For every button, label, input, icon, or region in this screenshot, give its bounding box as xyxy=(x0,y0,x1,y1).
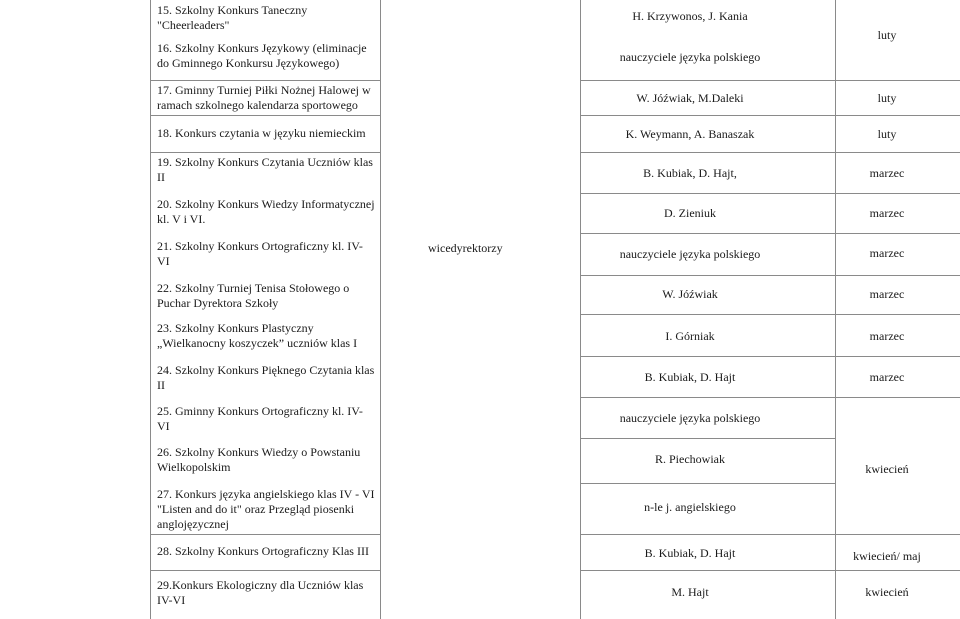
date-cell: luty xyxy=(877,127,897,141)
row-divider xyxy=(580,534,960,535)
date-cell: marzec xyxy=(869,166,905,180)
date-cell: luty xyxy=(877,91,897,105)
event-cell: 19. Szkolny Konkurs Czytania Uczniów klas II xyxy=(157,155,373,184)
row-divider xyxy=(580,275,960,276)
event-cell: 21. Szkolny Konkurs Ortograficzny kl. IV-VI xyxy=(157,239,363,268)
person-cell: M. Hajt xyxy=(671,585,709,599)
event-cell: 27. Konkurs języka angielskiego klas IV - VI "Listen and do it" oraz Przegląd piosenki anglojęzycznej xyxy=(157,487,375,531)
row-divider xyxy=(580,80,960,81)
person-cell: nauczyciele języka polskiego xyxy=(619,247,761,261)
person-cell: n-le j. angielskiego xyxy=(644,500,736,514)
event-cell: 22. Szkolny Turniej Tenisa Stołowego o Puchar Dyrektora Szkoły xyxy=(157,281,350,310)
row-divider xyxy=(580,438,835,439)
person-cell: D. Zieniuk xyxy=(664,206,716,220)
event-cell: 16. Szkolny Konkurs Językowy (eliminacje do Gminnego Konkursu Językowego) xyxy=(157,41,367,70)
event-cell: 17. Gminny Turniej Piłki Nożnej Halowej w ramach szkolnego kalendarza sportowego xyxy=(157,83,371,112)
date-cell: marzec xyxy=(869,206,905,220)
person-cell: K. Weymann, A. Banaszak xyxy=(625,127,755,141)
person-cell: B. Kubiak, D. Hajt, xyxy=(643,166,737,180)
row-divider xyxy=(150,115,380,116)
responsible-group-cell: wicedyrektorzy xyxy=(428,241,503,255)
person-cell: nauczyciele języka polskiego xyxy=(619,411,761,425)
person-cell: H. Krzywonos, J. Kania xyxy=(632,9,748,23)
row-divider xyxy=(580,193,960,194)
date-cell: marzec xyxy=(869,329,905,343)
event-cell: 29.Konkurs Ekologiczny dla Uczniów klas IV-VI xyxy=(157,578,364,607)
date-cell: marzec xyxy=(869,370,905,384)
column-divider xyxy=(580,0,581,619)
column-divider xyxy=(380,0,381,619)
row-divider xyxy=(580,397,960,398)
date-cell: marzec xyxy=(869,287,905,301)
event-cell: 25. Gminny Konkurs Ortograficzny kl. IV-VI xyxy=(157,404,363,433)
event-cell: 20. Szkolny Konkurs Wiedzy Informatycznej kl. V i VI. xyxy=(157,197,375,226)
event-cell: 26. Szkolny Konkurs Wiedzy o Powstaniu Wielkopolskim xyxy=(157,445,361,474)
person-cell: W. Jóźwiak, M.Daleki xyxy=(636,91,744,105)
row-divider xyxy=(150,80,380,81)
person-cell: W. Jóźwiak xyxy=(662,287,718,301)
date-cell: luty xyxy=(877,28,897,42)
row-divider xyxy=(150,570,380,571)
event-cell: 24. Szkolny Konkurs Pięknego Czytania klas II xyxy=(157,363,375,392)
row-divider xyxy=(580,483,835,484)
row-divider xyxy=(150,152,380,153)
person-cell: nauczyciele języka polskiego xyxy=(619,50,761,64)
date-cell: kwiecień xyxy=(865,585,909,599)
row-divider xyxy=(150,534,380,535)
row-divider xyxy=(580,233,960,234)
person-cell: I. Górniak xyxy=(665,329,715,343)
date-cell: kwiecień/ maj xyxy=(853,549,921,563)
date-cell: marzec xyxy=(869,246,905,260)
row-divider xyxy=(580,570,960,571)
person-cell: B. Kubiak, D. Hajt xyxy=(644,370,736,384)
person-cell: R. Piechowiak xyxy=(655,452,725,466)
date-cell: kwiecień xyxy=(865,462,909,476)
column-divider xyxy=(150,0,151,619)
event-cell: 28. Szkolny Konkurs Ortograficzny Klas III xyxy=(157,544,369,558)
event-cell: 15. Szkolny Konkurs Taneczny "Cheerleaders" xyxy=(157,3,308,32)
event-cell: 18. Konkurs czytania w języku niemieckim xyxy=(157,126,366,140)
row-divider xyxy=(580,314,960,315)
person-cell: B. Kubiak, D. Hajt xyxy=(644,546,736,560)
row-divider xyxy=(580,356,960,357)
row-divider xyxy=(580,115,960,116)
row-divider xyxy=(580,152,960,153)
event-cell: 23. Szkolny Konkurs Plastyczny „Wielkanocny koszyczek” uczniów klas I xyxy=(157,321,358,350)
